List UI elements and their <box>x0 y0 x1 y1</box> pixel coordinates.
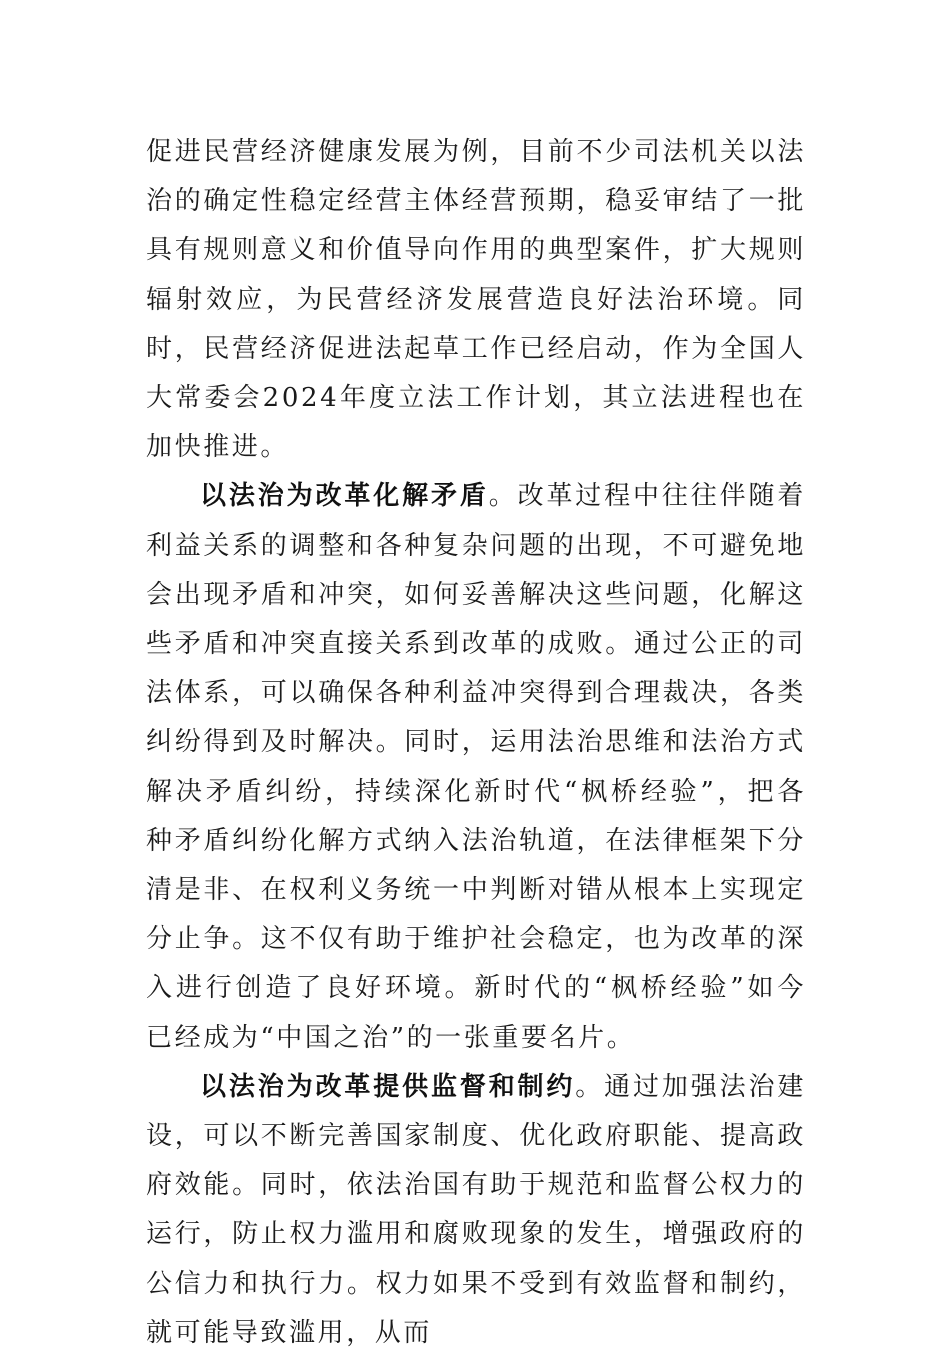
document-body <box>146 128 806 1358</box>
paragraph-3-body: 。通过加强法治建设，可以不断完善国家制度、优化政府职能、提高政府效能。同时，依法治国有助于规范和监督公权力的运行，防止权力滥用和腐败现象的发生，增强政府的公信力和执行力。权力如果不受到有效监督和制约，就可能导致滥用，从而 <box>146 1071 806 1348</box>
paragraph-2-heading: 以法治为改革化解矛盾 <box>200 481 489 512</box>
paragraph-2 <box>146 472 806 1062</box>
paragraph-2-body: 。改革过程中往往伴随着利益关系的调整和各种复杂问题的出现，不可避免地会出现矛盾和冲突，如何妥善解决这些问题，化解这些矛盾和冲突直接关系到改革的成败。通过公正的司法体系，可以确保各种利益冲突得到合理裁决，各类纠纷得到及时解决。同时，运用法治思维和法治方式解决矛盾纠纷，持续深化新时代“枫桥经验”，把各种矛盾纠纷化解方式纳入法治轨道，在法律框架下分清是非、在权利义务统一中判断对错从根本上实现定分止争。这不仅有助于维护社会稳定，也为改革的深入进行创造了良好环境。新时代的“枫桥经验”如今已经成为“中国之治”的一张重要名片。 <box>146 481 806 1053</box>
paragraph-1-body: 促进民营经济健康发展为例，目前不少司法机关以法治的确定性稳定经营主体经营预期，稳妥审结了一批具有规则意义和价值导向作用的典型案件，扩大规则辐射效应，为民营经济发展营造良好法治环境。同时，民营经济促进法起草工作已经启动，作为全国人大常委会2024年度立法工作计划，其立法进程也在加快推进。 <box>146 137 806 463</box>
paragraph-1 <box>146 128 806 472</box>
paragraph-3-heading: 以法治为改革提供监督和制约 <box>200 1071 576 1102</box>
paragraph-3 <box>146 1063 806 1358</box>
